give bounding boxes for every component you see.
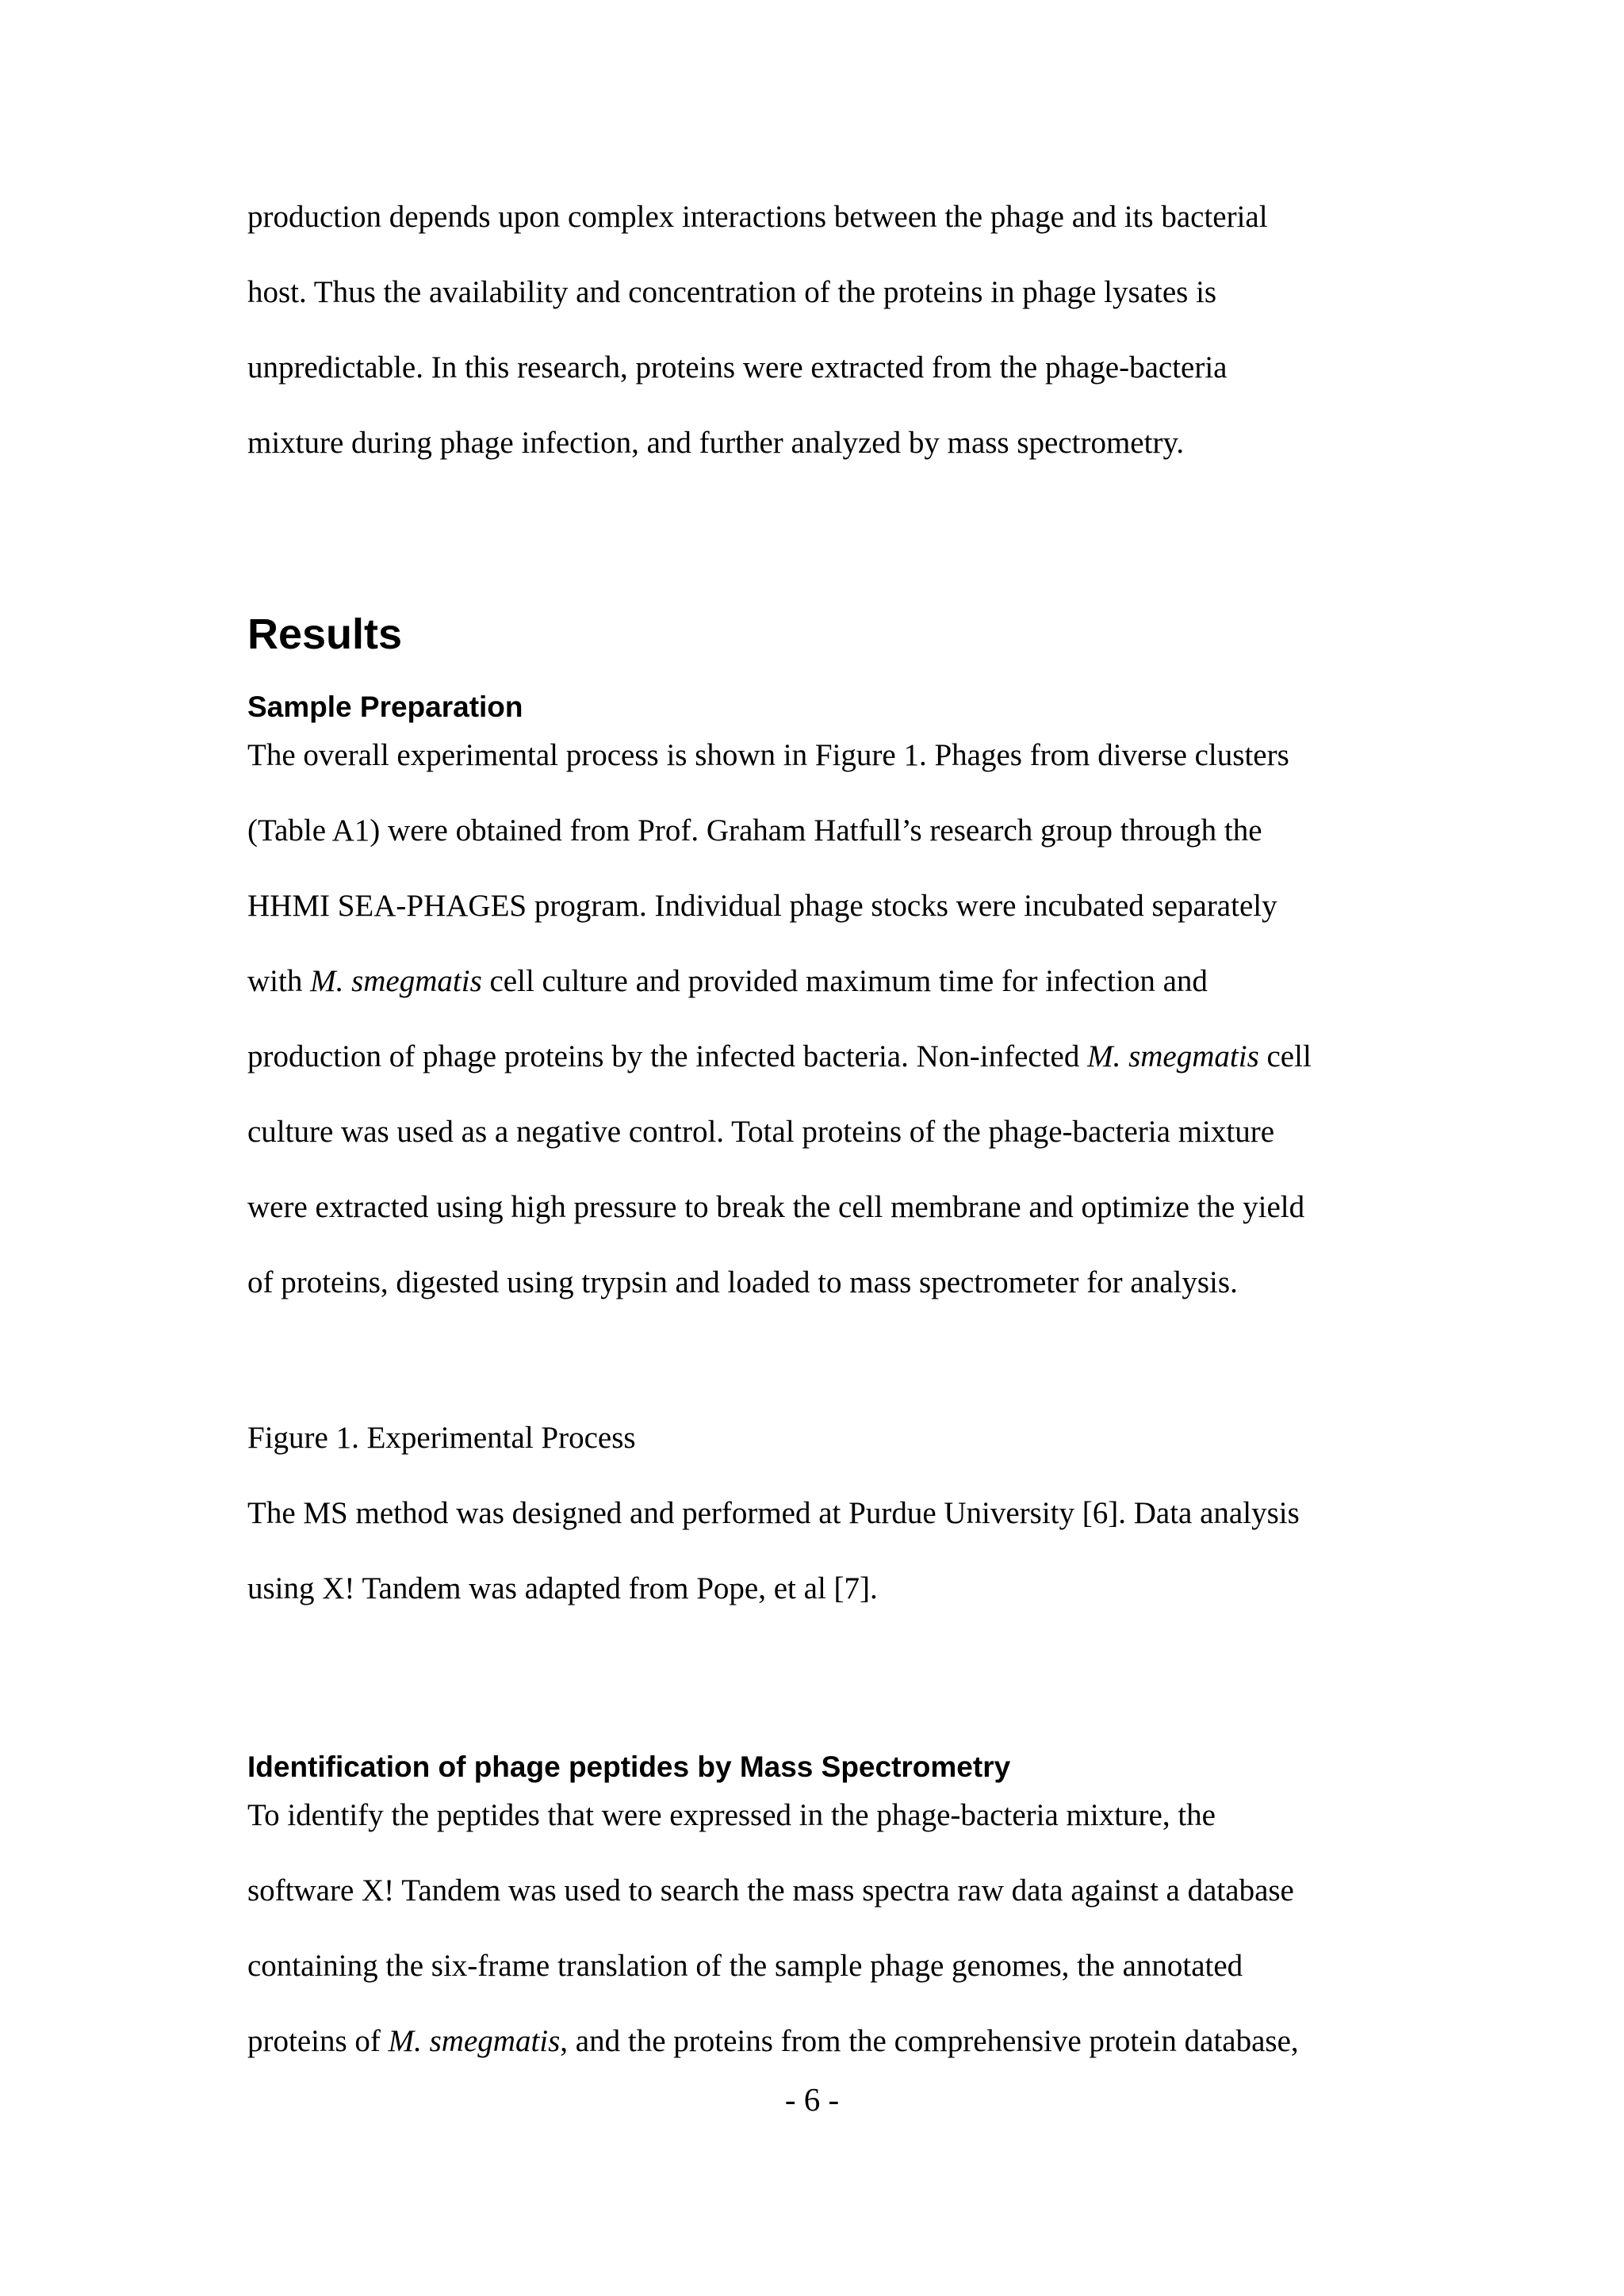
text-segment: cell culture and provided maximum time for infection and bbox=[481, 964, 1208, 998]
text-line: software X! Tandem was used to search the mass spectra raw data against a database bbox=[247, 1873, 1294, 1908]
text-line: unpredictable. In this research, proteins were extracted from the phage-bacteria bbox=[247, 350, 1228, 385]
figure-caption bbox=[247, 1400, 1405, 1475]
ms-method-paragraph bbox=[247, 1475, 1405, 1626]
text-line: To identify the peptides that were expressed in the phage-bacteria mixture, the bbox=[247, 1798, 1216, 1832]
text-line: mixture during phage infection, and further analyzed by mass spectrometry. bbox=[247, 426, 1185, 460]
text-segment: with bbox=[247, 964, 311, 998]
text-segment: production of phage proteins by the infected bacteria. Non-infected bbox=[247, 1039, 1088, 1073]
text-line: culture was used as a negative control. Total proteins of the phage-bacteria mixture bbox=[247, 1115, 1274, 1149]
text-segment: proteins of bbox=[247, 2024, 389, 2058]
text-line: containing the six-frame translation of the sample phage genomes, the annotated bbox=[247, 1949, 1243, 1983]
text-line bbox=[247, 1019, 1405, 1094]
species-name: M. smegmatis bbox=[388, 2024, 561, 2058]
subsection-heading-identification: Identification of phage peptides by Mass Spectrometry bbox=[247, 1751, 1011, 1783]
text-line: were extracted using high pressure to break the cell membrane and optimize the yield bbox=[247, 1190, 1305, 1224]
subsection-heading-sample-preparation: Sample Preparation bbox=[247, 691, 523, 723]
text-line: The overall experimental process is shown in Figure 1. Phages from diverse clusters bbox=[247, 738, 1289, 772]
text-line bbox=[247, 2003, 1405, 2079]
text-line: host. Thus the availability and concentration of the proteins in phage lysates is bbox=[247, 275, 1217, 309]
section-heading-results: Results bbox=[247, 610, 403, 658]
text-line: Figure 1. Experimental Process bbox=[247, 1421, 636, 1455]
intro-paragraph bbox=[247, 179, 1405, 480]
sample-preparation-paragraph bbox=[247, 718, 1405, 1320]
text-line: The MS method was designed and performed at Purdue University [6]. Data analysis bbox=[247, 1496, 1300, 1530]
species-name: M. smegmatis bbox=[310, 964, 482, 998]
text-line: of proteins, digested using trypsin and loaded to mass spectrometer for analysis. bbox=[247, 1265, 1238, 1299]
text-segment: , and the proteins from the comprehensive protein database, bbox=[560, 2024, 1299, 2058]
text-line: production depends upon complex interactions between the phage and its bacterial bbox=[247, 200, 1268, 234]
text-line: HHMI SEA-PHAGES program. Individual phage stocks were incubated separately bbox=[247, 889, 1277, 923]
text-line: (Table A1) were obtained from Prof. Graham Hatfull’s research group through the bbox=[247, 813, 1262, 848]
text-segment: cell bbox=[1258, 1039, 1312, 1073]
text-line bbox=[247, 943, 1405, 1019]
text-line: using X! Tandem was adapted from Pope, et al [7]. bbox=[247, 1571, 878, 1605]
species-name: M. smegmatis bbox=[1087, 1039, 1259, 1073]
page-number: - 6 - bbox=[784, 2081, 840, 2118]
identification-paragraph bbox=[247, 1777, 1405, 2079]
